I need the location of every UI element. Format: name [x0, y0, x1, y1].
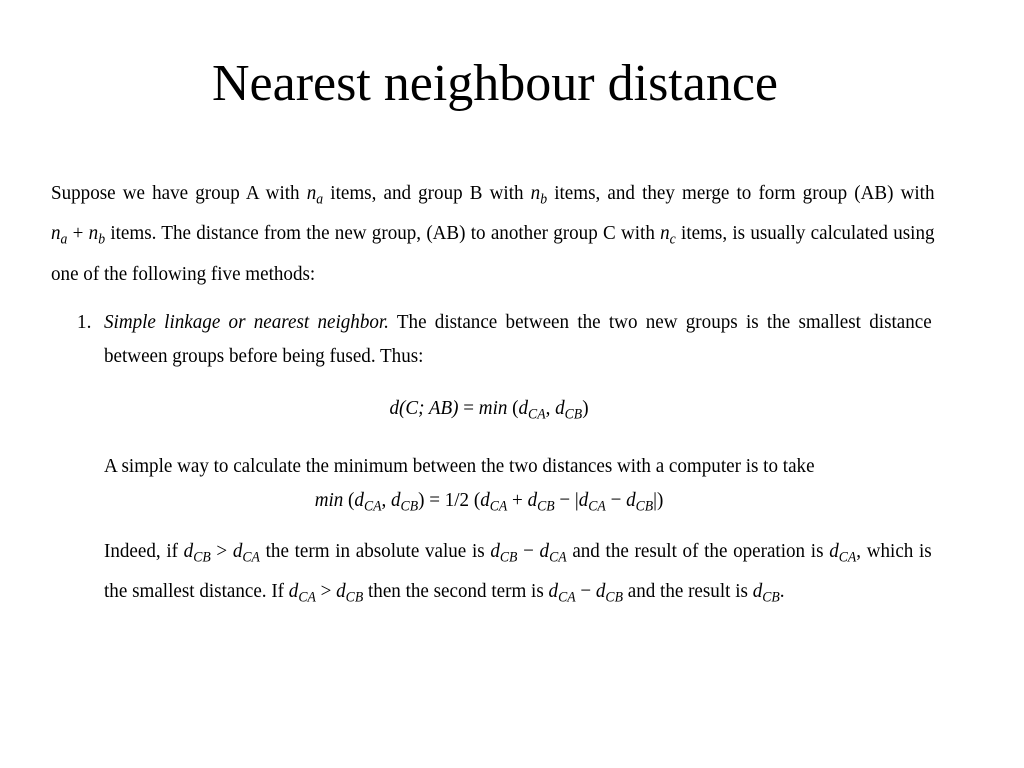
eq2-minus: − | [554, 489, 579, 512]
var-nc: n [660, 222, 670, 245]
explain-a9-sub: CB [605, 589, 623, 606]
explain-a7: d [336, 580, 346, 603]
sum-na: n [51, 222, 61, 245]
explain-text-4: , which is the smallest distance. If [104, 539, 932, 603]
explain-text-6: and the result is [622, 580, 753, 603]
eq2-d3-sub: CA [489, 498, 508, 515]
var-nb-sub: b [540, 191, 548, 208]
sum-nb: n [88, 222, 99, 245]
eq2-close: ) [418, 489, 425, 512]
eq1-lhs: d(C; AB) [389, 396, 459, 419]
var-na: n [306, 182, 317, 204]
eq2-d3: d [480, 489, 490, 512]
explain-a5-sub: CA [838, 549, 857, 566]
var-na-sub: a [316, 191, 324, 208]
var-nc-sub: c [669, 231, 676, 248]
eq2-d4: d [527, 489, 538, 512]
explain-a6: d [288, 580, 299, 603]
explain-text-2: the term in absolute value is [259, 539, 491, 562]
equation-min-distance [104, 391, 874, 431]
method-list-item [51, 305, 932, 615]
eq2-d6-sub: CB [635, 498, 654, 515]
explain-text-5: then the second term is [363, 580, 549, 603]
eq2-d2-sub: CB [400, 498, 419, 515]
explain-a1: d [183, 539, 194, 562]
explain-a8-sub: CA [558, 589, 576, 606]
eq2-d4-sub: CB [537, 498, 555, 515]
eq1-close: ) [582, 396, 589, 419]
explain-diff-1 [490, 539, 567, 566]
explain-a9: d [595, 580, 606, 603]
explain-gt-1: > [210, 539, 233, 562]
eq1-d2: d [555, 396, 565, 419]
explain-a6-sub: CA [298, 589, 316, 606]
eq2-d2: d [391, 489, 401, 512]
explain-minus-1: − [517, 539, 540, 562]
explanation-paragraph [104, 534, 932, 615]
explain-a4-sub: CA [549, 549, 567, 566]
explain-cond-2 [288, 580, 364, 606]
eq1-comma: , [545, 396, 556, 419]
eq2-minus2: − [605, 489, 627, 512]
explain-a1-sub: CB [193, 549, 211, 566]
eq1-fn: min [478, 396, 508, 419]
intro-text-2: items, and group B with [323, 182, 531, 204]
sum-plus: + [67, 222, 89, 245]
eq2-equals: = 1/2 ( [424, 489, 481, 512]
explain-text-1: Indeed, if [104, 539, 184, 562]
var-nb: n [530, 182, 541, 204]
calc-paragraph: A simple way to calculate the minimum between the two distances with a computer is to take [104, 455, 815, 478]
eq2-d5-sub: CA [588, 498, 606, 515]
explain-diff-2 [548, 580, 623, 606]
eq1-d1-sub: CA [528, 406, 546, 423]
explain-a10-sub: CB [762, 589, 780, 606]
slide-title: Nearest neighbour distance [211, 55, 778, 112]
explain-a7-sub: CB [345, 589, 364, 606]
explain-a10: d [752, 580, 763, 603]
method-body [104, 305, 932, 615]
eq2-plus: + [507, 489, 528, 512]
intro-paragraph [51, 176, 935, 291]
explain-a8: d [548, 580, 559, 603]
eq2-comma: , [381, 489, 392, 512]
eq1-equals: = [458, 396, 479, 419]
eq2-fn: min [314, 489, 344, 512]
explain-a3-sub: CB [499, 549, 518, 566]
explain-a2-sub: CA [242, 549, 260, 566]
intro-text-3: items, and they merge to form group (AB) with [547, 182, 935, 204]
explain-a2: d [232, 539, 243, 562]
eq2-end: |) [653, 489, 664, 512]
explain-minus-2: − [575, 580, 596, 603]
sum-expression [51, 222, 106, 248]
explain-a5: d [829, 539, 839, 562]
sum-nb-sub: b [98, 231, 106, 248]
explain-cond-1 [183, 539, 260, 566]
explain-text-3: and the result of the operation is [566, 539, 830, 562]
list-number: 1. [77, 310, 92, 333]
equation-min-formula [104, 483, 874, 523]
method-description [104, 305, 932, 373]
explain-a4: d [539, 539, 550, 562]
intro-text-4: items. The distance from the new group, (AB) to another group C with [105, 222, 661, 245]
intro-text-5: items, is usually calculated using one of the following five methods: [51, 222, 935, 285]
eq1-d1: d [518, 396, 529, 419]
eq1-open: ( [507, 396, 519, 419]
explain-a3: d [490, 539, 500, 562]
explain-gt-2: > [315, 580, 337, 603]
method-desc-text: The distance between the two new groups is the smallest distance between groups before being fused. Thus: [104, 310, 932, 367]
method-name: Simple linkage or nearest neighbor. [104, 310, 389, 333]
eq2-d6: d [626, 489, 636, 512]
eq2-d1-sub: CA [363, 498, 382, 515]
eq2-open: ( [343, 489, 355, 512]
eq2-d5: d [578, 489, 589, 512]
intro-text-1: Suppose we have group A with [51, 182, 307, 204]
eq2-d1: d [354, 489, 364, 512]
slide-content [51, 176, 935, 615]
explain-text-7: . [779, 580, 785, 603]
sum-na-sub: a [60, 231, 68, 248]
eq1-d2-sub: CB [564, 406, 583, 423]
